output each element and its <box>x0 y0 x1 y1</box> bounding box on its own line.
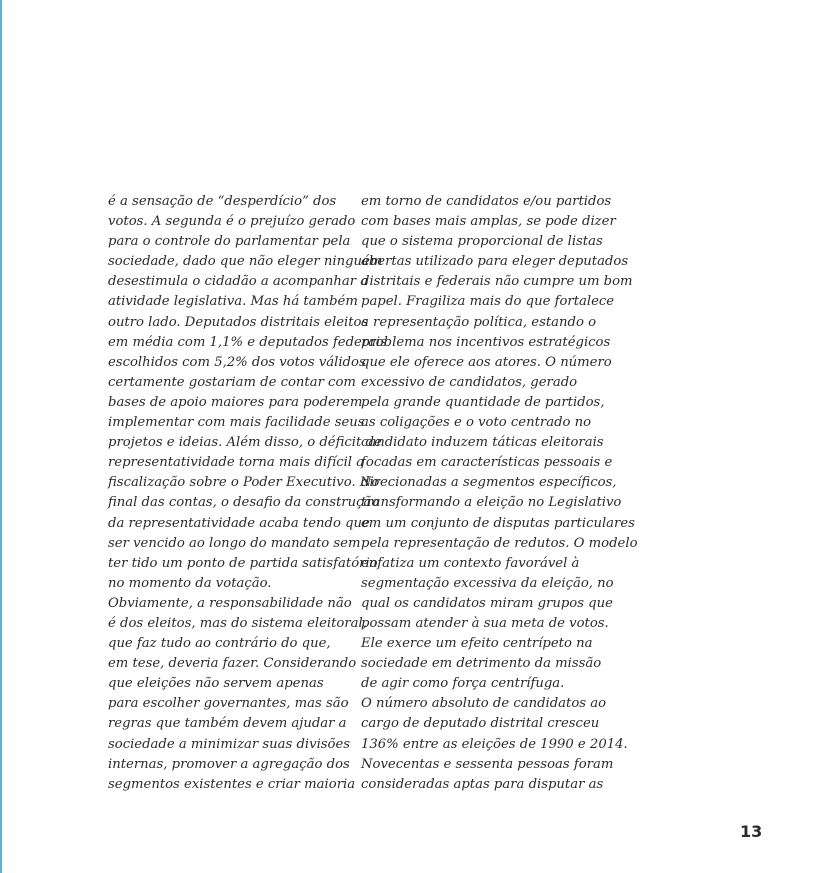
text-line: fiscalização sobre o Poder Executivo. No <box>108 475 380 491</box>
text-line: de agir como força centrífuga. <box>361 676 565 692</box>
text-line: cargo de deputado distrital cresceu <box>361 716 600 732</box>
text-line: excessivo de candidatos, gerado <box>361 374 578 390</box>
text-line: em tese, deveria fazer. Considerando <box>108 656 357 672</box>
text-line: possam atender à sua meta de votos. <box>361 615 609 631</box>
text-line: projetos e ideias. Além disso, o déficit de <box>108 435 382 451</box>
text-line: atividade legislativa. Mas há também <box>108 294 358 310</box>
text-line: internas, promover a agregação dos <box>108 756 350 772</box>
text-line: bases de apoio maiores para poderem <box>108 394 363 410</box>
text-line: é a sensação de “desperdício” dos <box>108 194 337 209</box>
text-line: que eleições não servem apenas <box>108 676 324 692</box>
text-line: para escolher governantes, mas são <box>108 696 349 712</box>
text-line: Novecentas e sessenta pessoas foram <box>361 756 614 772</box>
text-line: sociedade, dado que não eleger ninguém <box>108 254 383 270</box>
text-line: final das contas, o desafio da construção <box>108 495 380 511</box>
text-line: que faz tudo ao contrário do que, <box>108 636 331 652</box>
text-line: problema nos incentivos estratégicos <box>361 334 611 350</box>
text-line: certamente gostariam de contar com <box>108 374 356 390</box>
text-line: as coligações e o voto centrado no <box>361 415 592 431</box>
text-line: da representatividade acaba tendo que <box>108 515 370 531</box>
text-line: ser vencido ao longo do mandato sem <box>108 535 361 551</box>
text-line: é dos eleitos, mas do sistema eleitoral, <box>108 615 367 631</box>
text-line: O número absoluto de candidatos ao <box>361 696 607 712</box>
text-line: regras que também devem ajudar a <box>108 716 347 732</box>
text-line: em um conjunto de disputas particulares <box>361 515 635 531</box>
text-line: que ele oferece aos atores. O número <box>361 354 612 370</box>
text-line: abertas utilizado para eleger deputados <box>361 254 629 270</box>
text-line: sociedade a minimizar suas divisões <box>108 736 351 752</box>
text-line: desestimula o cidadão a acompanhar a <box>108 274 369 290</box>
text-line: em média com 1,1% e deputados federais <box>108 334 388 350</box>
text-line: sociedade em detrimento da missão <box>361 656 602 672</box>
text-line: ter tido um ponto de partida satisfatório <box>108 555 378 571</box>
text-line: outro lado. Deputados distritais eleitos <box>108 314 369 330</box>
text-line: 136% entre as eleições de 1990 e 2014. <box>361 736 628 752</box>
text-line: no momento da votação. <box>108 575 272 591</box>
text-line: qual os candidatos miram grupos que <box>361 595 613 611</box>
text-column-right <box>361 192 638 795</box>
text-line: focadas em características pessoais e <box>361 455 613 471</box>
text-line: com bases mais amplas, se pode dizer <box>361 214 616 230</box>
text-line: votos. A segunda é o prejuízo gerado <box>108 214 356 230</box>
text-line: escolhidos com 5,2% dos votos válidos <box>108 354 366 370</box>
text-line: direcionadas a segmentos específicos, <box>361 475 617 491</box>
text-line: segmentos existentes e criar maioria <box>108 776 356 792</box>
text-line: em torno de candidatos e/ou partidos <box>361 194 612 209</box>
text-line: que o sistema proporcional de listas <box>361 234 603 250</box>
text-line: enfatiza um contexto favorável à <box>361 555 580 571</box>
text-line: representatividade torna mais difícil a <box>108 455 365 471</box>
text-line: implementar com mais facilidade seus <box>108 415 365 431</box>
text-line: para o controle do parlamentar pela <box>108 234 351 250</box>
page-number: 13 <box>740 822 763 841</box>
text-line: a representação política, estando o <box>361 314 597 330</box>
text-line: Obviamente, a responsabilidade não <box>108 595 352 611</box>
text-line: pela representação de redutos. O modelo <box>361 535 638 551</box>
text-line: distritais e federais não cumpre um bom <box>361 274 633 290</box>
page-edge-line <box>0 0 2 873</box>
text-line: segmentação excessiva da eleição, no <box>361 575 614 591</box>
text-column-left <box>108 192 388 795</box>
text-line: transformando a eleição no Legislativo <box>361 495 622 511</box>
text-line: papel. Fragiliza mais do que fortalece <box>361 294 615 310</box>
text-line: pela grande quantidade de partidos, <box>361 394 605 410</box>
text-line: Ele exerce um efeito centrípeto na <box>361 636 593 652</box>
text-line: candidato induzem táticas eleitorais <box>361 435 604 451</box>
text-line: consideradas aptas para disputar as <box>361 776 604 792</box>
